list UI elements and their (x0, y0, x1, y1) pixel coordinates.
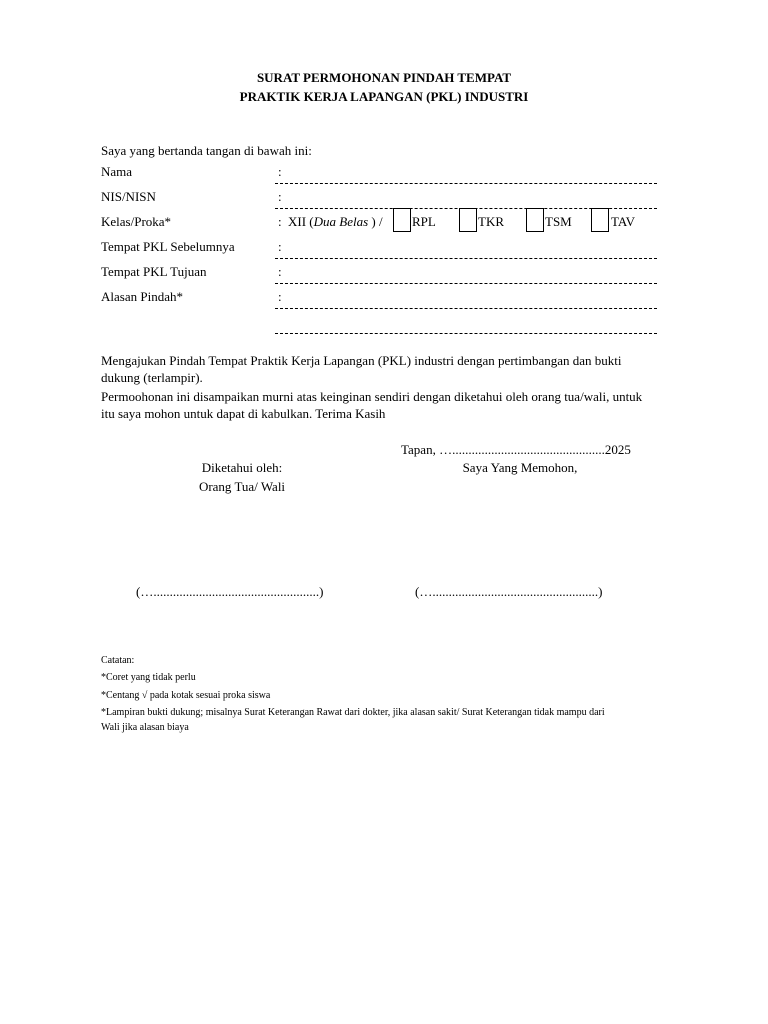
tempat-sebelumnya-colon: : (278, 239, 282, 254)
checkbox-tav[interactable] (591, 208, 609, 232)
nama-line[interactable] (275, 183, 657, 184)
kelas-suffix: ) / (368, 214, 383, 229)
tempat-sebelumnya-line[interactable] (275, 258, 657, 259)
proka-tav-label: TAV (611, 214, 636, 229)
note-item-3: *Lampiran bukti dukung; misalnya Surat Keterangan Rawat dari dokter, jika alasan sakit/ Surat Keterangan tidak mampu dari (101, 707, 605, 718)
kelas-label: Kelas/Proka* (101, 214, 172, 229)
intro-text: Saya yang bertanda tangan di bawah ini: (101, 143, 312, 158)
tempat-tujuan-label: Tempat PKL Tujuan (101, 264, 207, 279)
alasan-label: Alasan Pindah* (101, 289, 183, 304)
kelas-prefix: XII ( (288, 214, 314, 229)
document-title-line2: PRAKTIK KERJA LAPANGAN (PKL) INDUSTRI (239, 89, 529, 104)
notes-heading: Catatan: (101, 655, 135, 666)
proka-tkr-label: TKR (478, 214, 504, 229)
paragraph1-line1: Mengajukan Pindah Tempat Praktik Kerja Lapangan (PKL) industri dengan pertimbangan dan bukti (101, 353, 622, 368)
kelas-colon: : (278, 214, 282, 229)
alasan-line-2[interactable] (275, 333, 657, 334)
left-signature-name: (…...................................................) (136, 584, 324, 599)
note-item-4: Wali jika alasan biaya (101, 722, 189, 733)
nama-label: Nama (101, 164, 133, 179)
tempat-tujuan-colon: : (278, 264, 282, 279)
pemohon-label: Saya Yang Memohon, (462, 460, 578, 475)
note-item-2: *Centang √ pada kotak sesuai proka siswa (101, 690, 271, 701)
paragraph2-line2: itu saya mohon untuk dapat di kabulkan. Terima Kasih (101, 406, 386, 421)
nis-colon: : (278, 189, 282, 204)
orang-tua-label: Orang Tua/ Wali (198, 479, 286, 494)
kelas-value (288, 214, 383, 230)
right-signature-name: (…...................................................) (415, 584, 603, 599)
checkbox-tkr[interactable] (459, 208, 477, 232)
document-title-line1: SURAT PERMOHONAN PINDAH TEMPAT (256, 70, 512, 85)
alasan-line-1[interactable] (275, 308, 657, 309)
note-item-1: *Coret yang tidak perlu (101, 672, 196, 683)
tempat-tujuan-line[interactable] (275, 283, 657, 284)
nis-label: NIS/NISN (101, 189, 156, 204)
proka-rpl-label: RPL (412, 214, 436, 229)
nama-colon: : (278, 164, 282, 179)
paragraph1-line2: dukung (terlampir). (101, 370, 203, 385)
paragraph2-line1: Permoohonan ini disampaikan murni atas keinginan sendiri dengan diketahui oleh orang tua/wali, untuk (101, 389, 643, 404)
place-date: Tapan, …...............................................2025 (401, 442, 631, 457)
alasan-colon: : (278, 289, 282, 304)
checkbox-tsm[interactable] (526, 208, 544, 232)
checkbox-rpl[interactable] (393, 208, 411, 232)
kelas-italic: Dua Belas (313, 214, 369, 229)
proka-tsm-label: TSM (545, 214, 572, 229)
diketahui-label: Diketahui oleh: (201, 460, 283, 475)
tempat-sebelumnya-label: Tempat PKL Sebelumnya (101, 239, 235, 254)
